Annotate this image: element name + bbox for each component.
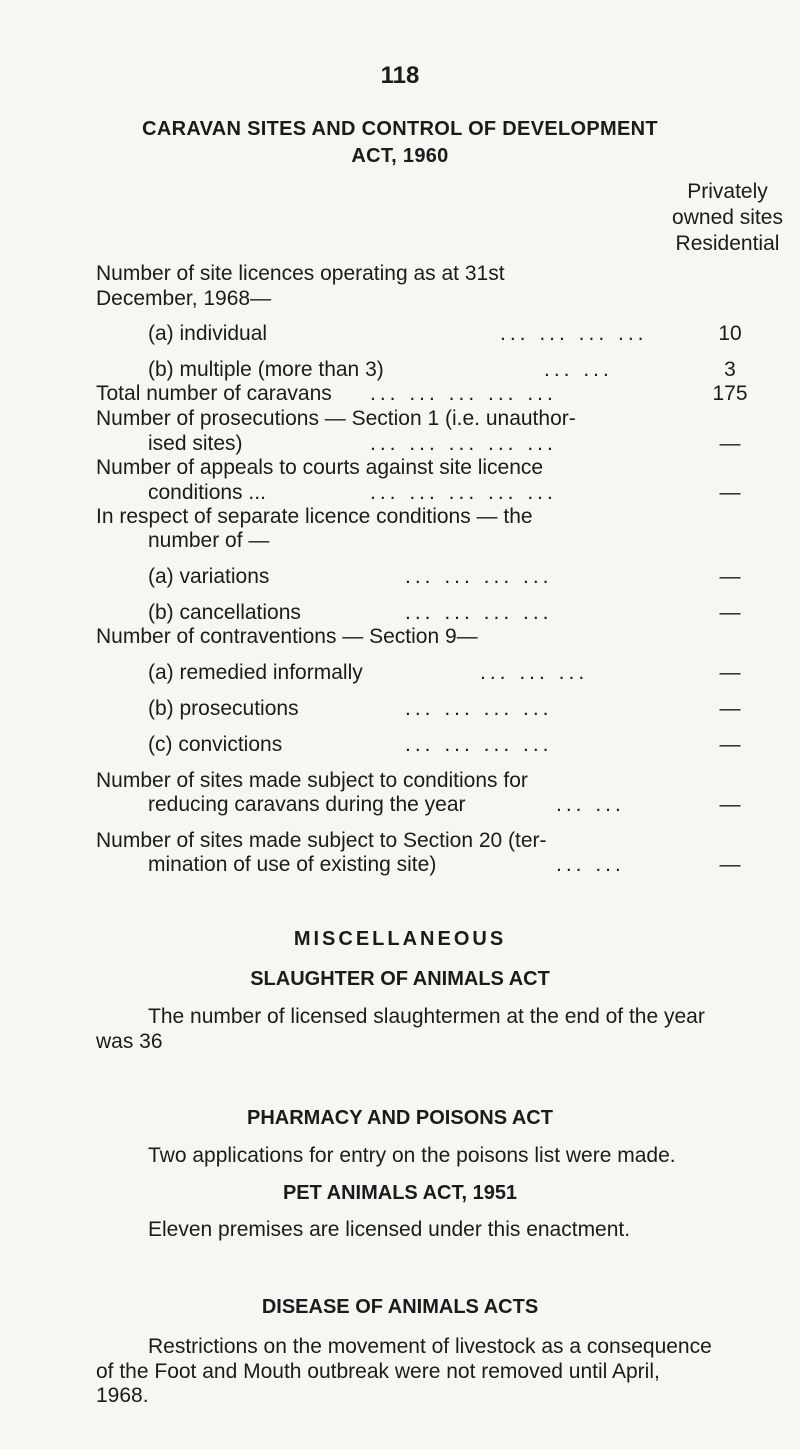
leader-dots: ... ... bbox=[544, 358, 613, 381]
leader-dots: ... ... ... ... bbox=[405, 601, 553, 624]
misc-heading: MISCELLANEOUS bbox=[293, 928, 507, 950]
column-header-line3: Residential bbox=[675, 232, 780, 255]
row-label: Number of sites made subject to Section 20 (ter- bbox=[96, 829, 547, 852]
leader-dots: ... ... ... ... ... bbox=[370, 481, 557, 504]
slaughter-title: SLAUGHTER OF ANIMALS ACT bbox=[250, 968, 550, 990]
row-value: — bbox=[719, 601, 741, 624]
row-label: (a) individual bbox=[148, 322, 268, 345]
leader-dots: ... ... ... ... bbox=[500, 322, 648, 345]
section-title-line1: CARAVAN SITES AND CONTROL OF DEVELOPMENT bbox=[142, 118, 658, 140]
row-label: Total number of caravans bbox=[96, 382, 332, 405]
leader-dots: ... ... bbox=[556, 793, 625, 816]
leader-dots: ... ... ... ... bbox=[405, 733, 553, 756]
pet-title: PET ANIMALS ACT, 1951 bbox=[282, 1182, 518, 1204]
row-label: Number of site licences operating as at 31st bbox=[96, 262, 505, 285]
disease-line3: 1968. bbox=[96, 1384, 149, 1407]
row-value: 10 bbox=[718, 322, 742, 345]
row-label-cont: December, 1968— bbox=[96, 287, 272, 310]
row-label: Number of appeals to courts against site licence bbox=[96, 456, 544, 479]
row-label: (c) convictions bbox=[148, 733, 283, 756]
pharmacy-title: PHARMACY AND POISONS ACT bbox=[247, 1107, 553, 1129]
row-label-cont: reducing caravans during the year bbox=[148, 793, 466, 816]
row-label: (a) variations bbox=[148, 565, 270, 588]
column-header-line2: owned sites bbox=[672, 206, 783, 229]
leader-dots: ... ... ... ... bbox=[405, 565, 553, 588]
row-value: — bbox=[719, 697, 741, 720]
disease-line2: of the Foot and Mouth outbreak were not removed until April, bbox=[96, 1360, 660, 1383]
row-label-cont: mination of use of existing site) bbox=[148, 853, 437, 876]
slaughter-line1: The number of licensed slaughtermen at the end of the year bbox=[148, 1005, 705, 1028]
row-label: Number of contraventions — Section 9— bbox=[96, 625, 478, 648]
row-label-cont: number of — bbox=[148, 529, 270, 552]
leader-dots: ... ... ... ... ... bbox=[370, 432, 557, 455]
pet-text: Eleven premises are licensed under this enactment. bbox=[148, 1218, 631, 1241]
row-label: (a) remedied informally bbox=[148, 661, 363, 684]
row-value: — bbox=[719, 481, 741, 504]
slaughter-line2: was 36 bbox=[96, 1030, 163, 1053]
row-label: In respect of separate licence conditions — the bbox=[96, 505, 533, 528]
row-value: 3 bbox=[724, 358, 736, 381]
row-value: — bbox=[719, 733, 741, 756]
row-label: (b) prosecutions bbox=[148, 697, 299, 720]
disease-line1: Restrictions on the movement of livestock as a consequence bbox=[148, 1335, 712, 1358]
column-header-line1: Privately bbox=[687, 180, 768, 203]
row-label: Number of sites made subject to conditions for bbox=[96, 769, 528, 792]
section-title-line2: ACT, 1960 bbox=[351, 145, 449, 167]
leader-dots: ... ... ... bbox=[480, 661, 589, 684]
pharmacy-text: Two applications for entry on the poisons list were made. bbox=[148, 1144, 676, 1167]
leader-dots: ... ... ... ... bbox=[405, 697, 553, 720]
row-value: 175 bbox=[712, 382, 748, 405]
row-value: — bbox=[719, 661, 741, 684]
page-number: 118 bbox=[380, 62, 420, 89]
row-label-cont: ised sites) bbox=[148, 432, 243, 455]
row-label: (b) multiple (more than 3) bbox=[148, 358, 384, 381]
row-value: — bbox=[719, 432, 741, 455]
row-value: — bbox=[719, 565, 741, 588]
disease-title: DISEASE OF ANIMALS ACTS bbox=[261, 1296, 539, 1318]
row-value: — bbox=[719, 793, 741, 816]
leader-dots: ... ... bbox=[556, 853, 625, 876]
leader-dots: ... ... ... ... ... bbox=[370, 382, 557, 405]
row-label-cont: conditions ... bbox=[148, 481, 266, 504]
row-label: Number of prosecutions — Section 1 (i.e. unauthor- bbox=[96, 407, 576, 430]
row-value: — bbox=[719, 853, 741, 876]
row-label: (b) cancellations bbox=[148, 601, 301, 624]
